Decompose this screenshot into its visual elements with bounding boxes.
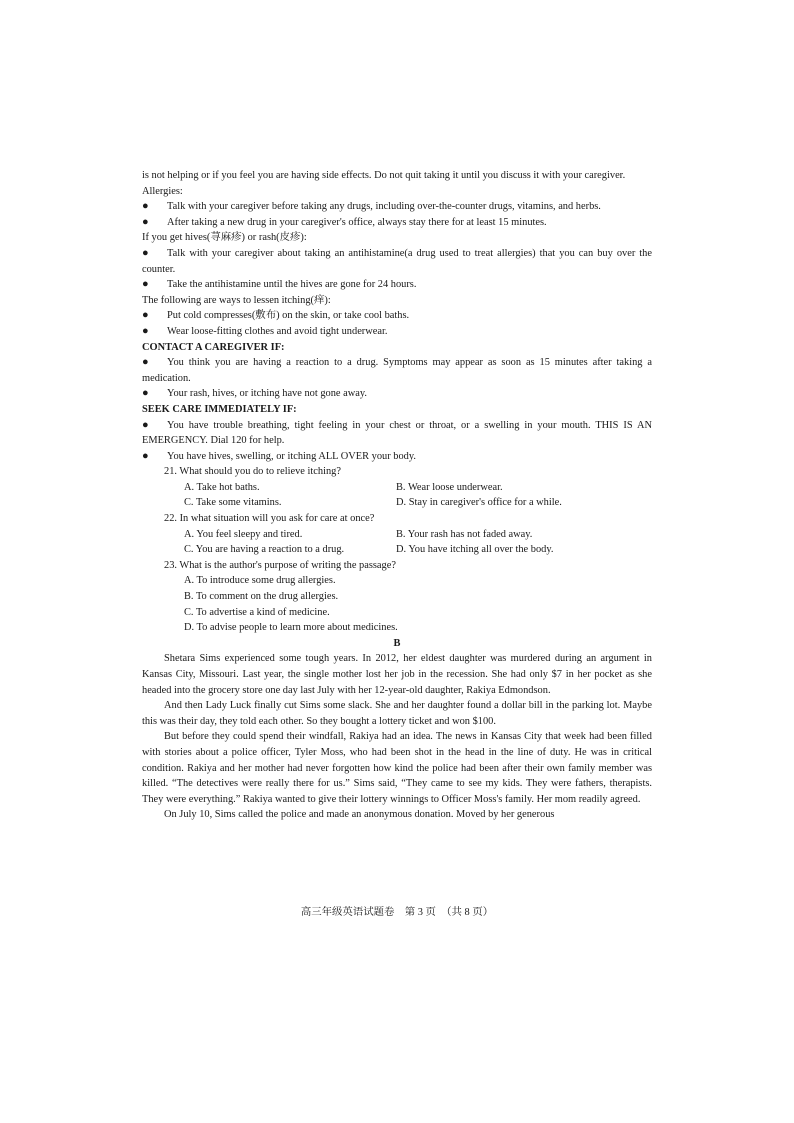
option-a[interactable]: A. Take hot baths. — [184, 481, 260, 493]
hives-heading: If you get hives(荨麻疹) or rash(皮疹): — [142, 232, 307, 244]
option-d[interactable]: D. You have itching all over the body. — [396, 544, 554, 556]
bullet-icon: ● — [142, 309, 149, 322]
bullet-icon: ● — [142, 418, 149, 431]
list-item-text: You think you are having a reaction to a drug. Symptoms may appear as soon as 15 minutes after taking a medication. — [142, 357, 652, 384]
itching-heading: The following are ways to lessen itching(痒): — [142, 294, 331, 306]
list-item — [142, 449, 652, 465]
bullet-icon: ● — [142, 356, 149, 369]
list-item — [142, 355, 652, 386]
question-22: 22. In what situation will you ask for care at once? — [164, 513, 375, 525]
allergies-heading: Allergies: — [142, 185, 183, 197]
list-item — [142, 386, 652, 402]
list-item — [142, 308, 652, 324]
list-item — [142, 277, 652, 293]
list-item-text: Your rash, hives, or itching have not gone away. — [167, 388, 367, 400]
list-item-text: You have trouble breathing, tight feeling in your chest or throat, or a swelling in your mouth. THIS IS AN EMERGENCY. Dial 120 for help. — [142, 419, 652, 447]
option-a[interactable]: A. You feel sleepy and tired. — [184, 528, 303, 540]
list-item — [142, 246, 652, 277]
passage-paragraph: And then Lady Luck finally cut Sims some slack. She and her daughter found a dollar bill in the parking lot. Maybe this was their day, they told each other. So they bought a lottery ticket and won $100. — [142, 700, 652, 727]
list-item-text: Talk with your caregiver before taking any drugs, including over-the-counter drugs, vitamins, and herbs. — [167, 201, 601, 213]
question-21-options — [142, 480, 652, 511]
intro-text: is not helping or if you feel you are having side effects. Do not quit taking it until you discuss it with your caregiver. — [142, 170, 626, 181]
contact-heading: CONTACT A CAREGIVER IF: — [142, 341, 285, 353]
option-b[interactable]: B. Wear loose underwear. — [396, 481, 503, 493]
list-item — [142, 215, 652, 231]
question-22-options — [142, 527, 652, 558]
bullet-icon: ● — [142, 387, 149, 400]
bullet-icon: ● — [142, 278, 149, 291]
option-b[interactable]: B. To comment on the drug allergies. — [184, 591, 339, 603]
passage-paragraph: But before they could spend their windfall, Rakiya had an idea. The news in Kansas City that week had been filled with stories about a police officer, Tyler Moss, who had been shot in the head in the line of duty. He was in critical condition. Rakiya and her mother had never forgotten how kind the police had been after their own family member was killed. “The detectives were really there for us.” Sims said, “They came to see my kids. They were fathers, therapists. They were everything.” Rakiya wanted to give their lottery winnings to Officer Moss's family. Her mom readily agreed. — [142, 731, 652, 805]
option-c[interactable]: C. Take some vitamins. — [184, 497, 282, 509]
bullet-icon: ● — [142, 449, 149, 462]
page-content — [142, 168, 652, 823]
page-footer: 高三年级英语试题卷 第 3 页 （共 8 页） — [300, 907, 494, 918]
list-item-text: Wear loose-fitting clothes and avoid tight underwear. — [167, 325, 388, 337]
list-item-text: After taking a new drug in your caregiver's office, always stay there for at least 15 minutes. — [167, 216, 547, 228]
option-d[interactable]: D. To advise people to learn more about medicines. — [184, 622, 398, 634]
passage-paragraph: Shetara Sims experienced some tough years. In 2012, her eldest daughter was murdered during an argument in Kansas City, Missouri. Last year, the single mother lost her job in the recession. She had only $7 in her pocket as she headed into the grocery store one day last July with her 12-year-old daughter, Rakiya Edmondson. — [142, 653, 652, 696]
option-c[interactable]: C. To advertise a kind of medicine. — [184, 606, 330, 618]
option-d[interactable]: D. Stay in caregiver's office for a while. — [396, 497, 562, 509]
option-b[interactable]: B. Your rash has not faded away. — [396, 528, 533, 540]
seek-heading: SEEK CARE IMMEDIATELY IF: — [142, 403, 297, 415]
list-item — [142, 199, 652, 215]
bullet-icon: ● — [142, 324, 149, 337]
option-a[interactable]: A. To introduce some drug allergies. — [184, 575, 336, 587]
list-item — [142, 324, 652, 340]
passage-paragraph: On July 10, Sims called the police and made an anonymous donation. Moved by her generous — [164, 809, 555, 821]
question-21: 21. What should you do to relieve itching? — [164, 466, 341, 478]
bullet-icon: ● — [142, 215, 149, 228]
section-b-label: B — [393, 637, 401, 649]
option-c[interactable]: C. You are having a reaction to a drug. — [184, 544, 345, 556]
list-item-text: Talk with your caregiver about taking an antihistamine(a drug used to treat allergies) that you can buy over the counter. — [142, 247, 652, 275]
list-item-text: You have hives, swelling, or itching ALL OVER your body. — [167, 450, 416, 462]
list-item — [142, 418, 652, 449]
bullet-icon: ● — [142, 246, 149, 259]
bullet-icon: ● — [142, 200, 149, 213]
list-item-text: Take the antihistamine until the hives are gone for 24 hours. — [167, 279, 417, 291]
question-23: 23. What is the author's purpose of writing the passage? — [164, 559, 396, 571]
list-item-text: Put cold compresses(敷布) on the skin, or take cool baths. — [167, 310, 410, 322]
